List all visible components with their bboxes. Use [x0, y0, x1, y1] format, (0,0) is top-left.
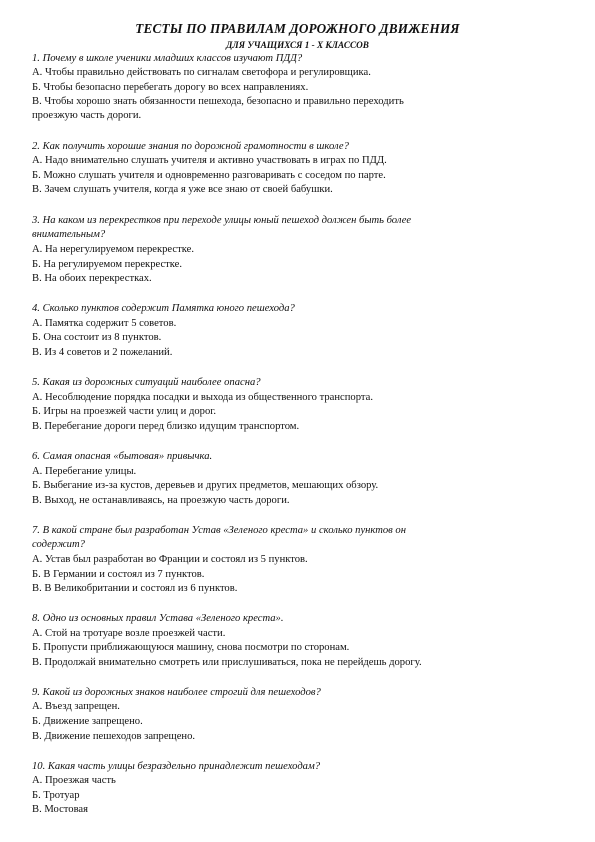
question-6-answer-b: Б. Выбегание из-за кустов, деревьев и других предметов, мешающих обзору. — [32, 480, 379, 491]
question-6-answer-a: А. Перебегание улицы. — [32, 466, 137, 477]
question-9-text: 9. Какой из дорожных знаков наиболее строгий для пешеходов? — [32, 687, 321, 698]
question-3-text-cont: внимательным? — [32, 229, 106, 240]
question-10-answer-c: В. Мостовая — [32, 804, 89, 815]
question-1-answer-c-cont: проезжую часть дороги. — [32, 110, 142, 121]
question-7-answer-c: В. В Великобритании и состоял из 6 пунктов. — [32, 583, 238, 594]
question-5-text: 5. Какая из дорожных ситуаций наиболее опасна? — [32, 377, 261, 388]
question-1-answer-a: А. Чтобы правильно действовать по сигналам светофора и регулировщика. — [32, 67, 371, 78]
question-2-answer-b: Б. Можно слушать учителя и одновременно разговаривать с соседом по парте. — [32, 170, 386, 181]
question-8-text: 8. Одно из основных правил Устава «Зеленого креста». — [32, 613, 284, 624]
question-3-text: 3. На каком из перекрестков при переходе улицы юный пешеход должен быть более — [32, 215, 412, 226]
question-6-text: 6. Самая опасная «бытовая» привычка. — [32, 451, 213, 462]
question-8-answer-b: Б. Пропусти приближающуюся машину, снова посмотри по сторонам. — [32, 642, 350, 653]
question-4-answer-b: Б. Она состоит из 8 пунктов. — [32, 332, 162, 343]
question-3-answer-a: А. На нерегулируемом перекрестке. — [32, 244, 194, 255]
question-4-answer-c: В. Из 4 советов и 2 пожеланий. — [32, 347, 173, 358]
question-9-answer-a: А. Въезд запрещен. — [32, 701, 120, 712]
question-8-answer-a: А. Стой на тротуаре возле проезжей части. — [32, 628, 226, 639]
question-5-answer-c: В. Перебегание дороги перед близко идущим транспортом. — [32, 421, 300, 432]
question-5-answer-b: Б. Игры на проезжей части улиц и дорог. — [32, 406, 217, 417]
page-title: ТЕСТЫ ПО ПРАВИЛАМ ДОРОЖНОГО ДВИЖЕНИЯ — [135, 21, 460, 36]
question-3-answer-c: В. На обоих перекрестках. — [32, 273, 152, 284]
question-9-answer-b: Б. Движение запрещено. — [32, 716, 143, 727]
question-3-answer-b: Б. На регулируемом перекрестке. — [32, 259, 183, 270]
question-5-answer-a: А. Несоблюдение порядка посадки и выхода из общественного транспорта. — [32, 392, 373, 403]
question-2-text: 2. Как получить хорошие знания по дорожной грамотности в школе? — [32, 141, 349, 152]
question-7-text-cont: содержит? — [32, 539, 85, 550]
question-10-answer-a: А. Проезжая часть — [32, 775, 116, 786]
question-1-answer-c: В. Чтобы хорошо знать обязанности пешехода, безопасно и правильно переходить — [32, 96, 404, 107]
question-4-answer-a: А. Памятка содержит 5 советов. — [32, 318, 177, 329]
question-4-text: 4. Сколько пунктов содержит Памятка юного пешехода? — [32, 303, 295, 314]
question-8-answer-c: В. Продолжай внимательно смотреть или прислушиваться, пока не перейдешь дорогу. — [32, 657, 422, 668]
question-9-answer-c: В. Движение пешеходов запрещено. — [32, 731, 196, 742]
question-7-answer-a: А. Устав был разработан во Франции и состоял из 5 пунктов. — [32, 554, 308, 565]
question-6-answer-c: В. Выход, не останавливаясь, на проезжую часть дороги. — [32, 495, 290, 506]
question-7-answer-b: Б. В Германии и состоял из 7 пунктов. — [32, 569, 205, 580]
question-7-text: 7. В какой стране был разработан Устав «Зеленого креста» и сколько пунктов он — [32, 525, 406, 536]
page-subtitle: ДЛЯ УЧАЩИХСЯ 1 - Х КЛАССОВ — [226, 40, 369, 50]
question-2-answer-c: В. Зачем слушать учителя, когда я уже все знаю от своей бабушки. — [32, 184, 333, 195]
question-1-answer-b: Б. Чтобы безопасно перебегать дорогу во всех направлениях. — [32, 82, 309, 93]
question-1-text: 1. Почему в школе ученики младших классов изучают ПДД? — [32, 53, 303, 64]
question-10-answer-b: Б. Тротуар — [32, 790, 80, 801]
question-2-answer-a: А. Надо внимательно слушать учителя и активно участвовать в играх по ПДД. — [32, 155, 387, 166]
question-10-text: 10. Какая часть улицы безраздельно принадлежит пешеходам? — [32, 761, 321, 772]
